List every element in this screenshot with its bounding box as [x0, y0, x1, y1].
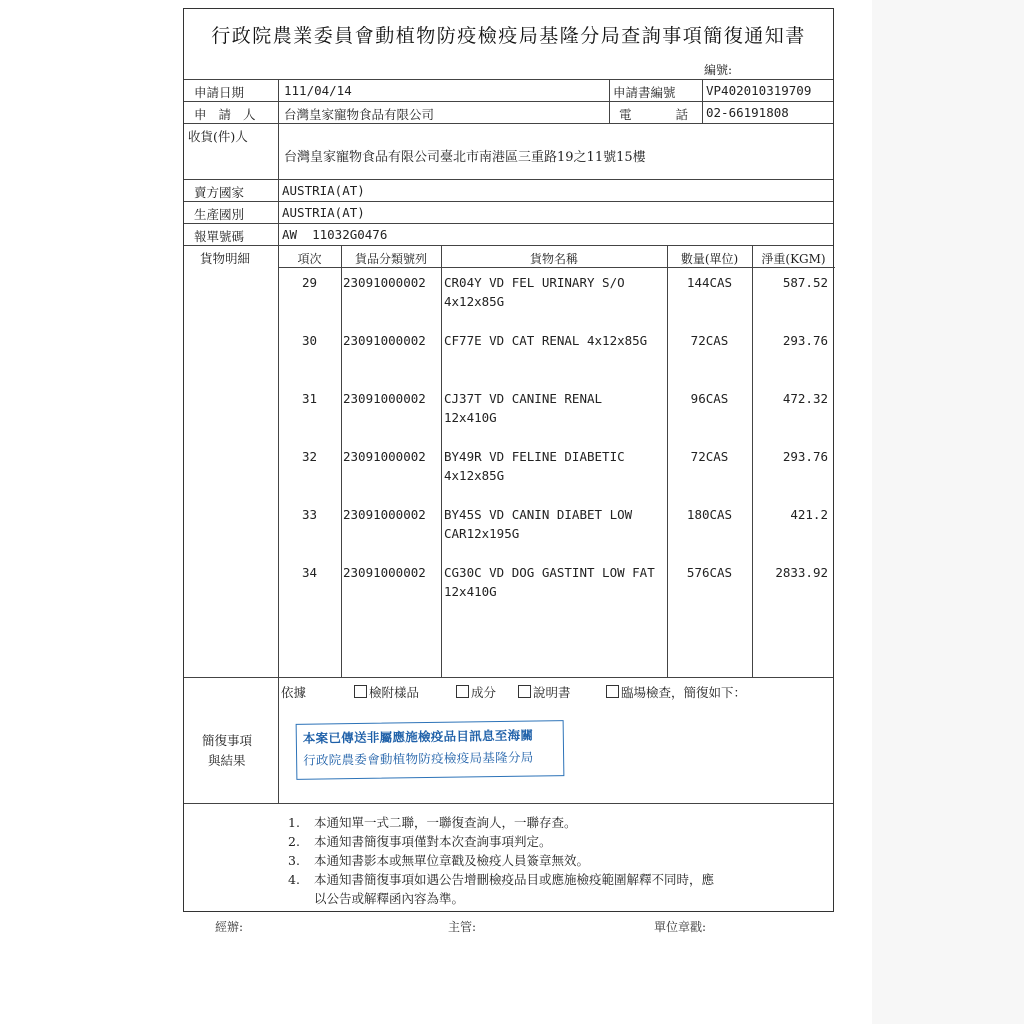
goods-cell-weight: 293.76	[782, 449, 828, 464]
seller-country-value: AUSTRIA(AT)	[282, 183, 365, 198]
note-item	[288, 889, 464, 907]
goods-cell-weight: 472.32	[782, 391, 828, 406]
goods-cell-weight: 587.52	[782, 275, 828, 290]
note-text: 本通知書簡復事項如遇公告增刪檢疫品目或應施檢疫範圍解釋不同時，應	[314, 872, 715, 887]
goods-cell-qty: 72CAS	[690, 333, 729, 348]
goods-cell-item: 31	[301, 391, 318, 406]
option-ingredients: 成分	[456, 683, 496, 701]
note-item	[288, 851, 589, 869]
doc-number-label: 編號:	[704, 63, 733, 77]
consignee-label: 收貨(件)人	[188, 129, 248, 144]
goods-cell-name-line2: CAR12x195G	[444, 526, 520, 541]
applicant-value: 台灣皇家寵物食品有限公司	[284, 107, 435, 122]
basis-label: 依據	[281, 685, 307, 700]
reply-label-line1: 簡復事項	[202, 733, 253, 748]
goods-cell-qty: 144CAS	[686, 275, 733, 290]
application-no-value: VP402010319709	[706, 83, 812, 98]
goods-cell-code: 23091000002	[343, 507, 426, 522]
declaration-no-label: 報單號碼	[194, 229, 245, 244]
blue-stamp	[296, 720, 565, 780]
note-number: 1.	[288, 815, 300, 830]
note-number: 2.	[288, 834, 300, 849]
col-header-weight: 淨重(KGM)	[761, 252, 826, 266]
goods-cell-code: 23091000002	[343, 333, 426, 348]
rule	[184, 79, 833, 80]
goods-cell-weight: 293.76	[782, 333, 828, 348]
phone-value: 02-66191808	[706, 105, 789, 120]
goods-cell-weight: 421.2	[790, 507, 828, 522]
consignee-value: 台灣皇家寵物食品有限公司臺北市南港區三重路19之11號15樓	[284, 150, 646, 165]
rule	[441, 245, 442, 677]
application-date-value: 111/04/14	[284, 83, 352, 98]
rule	[609, 79, 610, 123]
scan-edge	[872, 0, 1024, 1024]
goods-cell-name-line2: 4x12x85G	[444, 294, 505, 309]
rule	[184, 245, 833, 246]
goods-label: 貨物明細	[200, 251, 251, 266]
supervisor-signature-label: 主管:	[448, 920, 477, 934]
goods-cell-qty: 96CAS	[690, 391, 729, 406]
rule	[184, 677, 833, 678]
rule	[278, 79, 279, 803]
goods-cell-item: 29	[301, 275, 318, 290]
goods-cell-code: 23091000002	[343, 565, 426, 580]
option-inspection: 臨場檢查，簡復如下：	[606, 683, 746, 701]
goods-cell-item: 30	[301, 333, 318, 348]
goods-cell-qty: 180CAS	[686, 507, 733, 522]
goods-cell-code: 23091000002	[343, 391, 426, 406]
origin-country-label: 生產國別	[194, 207, 245, 222]
checkbox	[518, 685, 531, 698]
seller-country-label: 賣方國家	[194, 185, 245, 200]
form-title: 行政院農業委員會動植物防疫檢疫局基隆分局查詢事項簡復通知書	[211, 25, 806, 47]
application-no-label: 申請書編號	[613, 85, 676, 100]
col-header-code: 貨品分類號列	[354, 252, 427, 266]
rule	[184, 803, 833, 804]
goods-cell-item: 32	[301, 449, 318, 464]
goods-cell-weight: 2833.92	[775, 565, 828, 580]
rule	[184, 179, 833, 180]
option-manual: 說明書	[518, 683, 571, 701]
goods-cell-qty: 72CAS	[690, 449, 729, 464]
goods-cell-qty: 576CAS	[686, 565, 733, 580]
option-sample: 檢附樣品	[354, 683, 419, 701]
rule	[702, 79, 703, 123]
seal-label: 單位章戳:	[654, 920, 707, 934]
goods-cell-code: 23091000002	[343, 275, 426, 290]
note-text: 本通知書影本或無單位章戳及檢疫人員簽章無效。	[314, 853, 590, 868]
goods-cell-code: 23091000002	[343, 449, 426, 464]
application-date-label: 申請日期	[194, 85, 245, 100]
note-item	[288, 870, 714, 888]
reply-label-line2: 與結果	[208, 753, 246, 768]
rule	[184, 123, 833, 124]
handler-signature-label: 經辦:	[215, 920, 244, 934]
checkbox	[354, 685, 367, 698]
goods-cell-name-line2: 12x410G	[444, 584, 497, 599]
col-header-qty: 數量(單位)	[680, 252, 739, 266]
note-text: 本通知單一式二聯，一聯復查詢人，一聯存查。	[314, 815, 577, 830]
note-item	[288, 832, 552, 850]
note-text: 本通知書簡復事項僅對本次查詢事項判定。	[314, 834, 552, 849]
goods-cell-name: CR04Y VD FEL URINARY S/O	[444, 275, 625, 290]
goods-cell-name: CF77E VD CAT RENAL 4x12x85G	[444, 333, 648, 348]
applicant-label: 申 請 人	[194, 107, 260, 122]
goods-cell-name: CG30C VD DOG GASTINT LOW FAT	[444, 565, 655, 580]
goods-cell-name: BY49R VD FELINE DIABETIC	[444, 449, 625, 464]
goods-cell-name-line2: 4x12x85G	[444, 468, 505, 483]
note-item	[288, 813, 577, 831]
stamp-line-1: 本案已傳送非屬應施檢疫品目訊息至海關	[302, 727, 534, 746]
rule	[184, 101, 833, 102]
goods-cell-name: BY45S VD CANIN DIABET LOW	[444, 507, 633, 522]
goods-cell-name: CJ37T VD CANINE RENAL	[444, 391, 603, 406]
col-header-name: 貨物名稱	[529, 252, 578, 266]
goods-cell-name-line2: 12x410G	[444, 410, 497, 425]
col-header-item: 項次	[297, 252, 322, 266]
goods-cell-item: 34	[301, 565, 318, 580]
stamp-line-2: 行政院農委會動植物防疫檢疫局基隆分局	[303, 749, 534, 768]
note-text: 以公告或解釋函內容為準。	[314, 891, 465, 906]
note-number: 3.	[288, 853, 300, 868]
notice-form	[183, 8, 834, 912]
rule	[341, 245, 342, 677]
origin-country-value: AUSTRIA(AT)	[282, 205, 365, 220]
goods-cell-item: 33	[301, 507, 318, 522]
declaration-no-value: AW 11032G0476	[282, 227, 388, 242]
checkbox	[456, 685, 469, 698]
rule	[184, 201, 833, 202]
checkbox	[606, 685, 619, 698]
phone-label: 電 話	[619, 107, 688, 122]
note-number: 4.	[288, 872, 300, 887]
rule	[184, 223, 833, 224]
